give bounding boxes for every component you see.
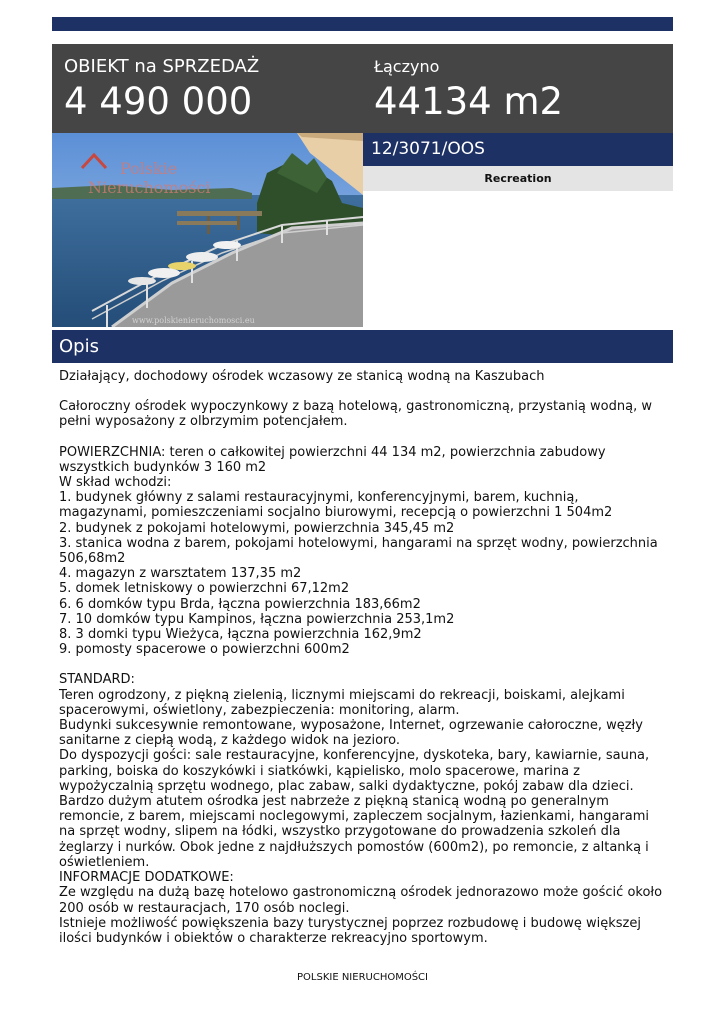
reference-number: 12/3071/OOS <box>363 133 673 166</box>
top-accent-bar <box>52 17 673 31</box>
watermark-line1: Polskie <box>120 159 178 178</box>
watermark-url: www.polskienieruchomosci.eu <box>132 316 255 325</box>
area-block <box>374 56 563 124</box>
area-value: 44134 m2 <box>374 80 564 123</box>
property-type: Recreation <box>363 166 673 191</box>
section-title: Opis <box>52 330 673 363</box>
price-value: 4 490 000 <box>64 80 253 123</box>
watermark-line2: Nieruchomości <box>88 178 211 197</box>
footer-brand: POLSKIE NIERUCHOMOŚCI <box>297 972 428 983</box>
description-paragraph: Całoroczny ośrodek wypoczynkowy z bazą hotelową, gastronomiczną, przystanią wodną, w pełni wyposażony z olbrzymim potencjałem. <box>59 399 652 430</box>
price-block <box>64 56 259 124</box>
description-text <box>59 369 669 946</box>
description-paragraph: STANDARD: Teren ogrodzony, z piękną zielenią, licznymi miejscami do rekreacji, boiskami, alejkami spacerowymi, oświetlony, zabezpieczenia: monitoring, alarm. Budynki sukcesywnie remontowane, wyposażone, Internet, ogrzewanie całoroczne, węzły sanitarne z ciepłą wodą, z każdego widok na jezioro. Do dyspozycji gości: sale restauracyjne, konferencyjne, dyskoteka, bary, kawiarnie, sauna, parking, boiska do koszykówki i siatkówki, kąpielisko, molo spacerowe, marina z wypożyczalnią sprzętu wodnego, plac zabaw, salki dydaktyczne, pokój zabaw dla dzieci. Bardzo dużym atutem ośrodka jest nabrzeże z piękną stanicą wodną po generalnym remoncie, z barem, miejscami noclegowymi, zapleczem socjalnym, łazienkami, hangarami na sprzęt wodny, slipem na łódki, wszystko przygotowane do prowadzenia szkoleń dla żeglarzy i nurków. Obok jedne z najdłuższych pomostów (600m2), po remoncie, z altanką i oświetleniem. INFORMACJE DODATKOWE: Ze względu na dużą bazę hotelowo gastronomiczną ośrodek jednorazowo może gościć około 200 osób w restauracjach, 170 osób noclegi. Istnieje możliwość powiększenia bazy turystycznej poprzez rozbudowę i budowę większej ilości budynków i obiektów o charakterze rekreacyjno sportowym. <box>59 672 663 946</box>
price-header <box>52 44 673 133</box>
property-photo <box>52 133 363 327</box>
description-paragraph: POWIERZCHNIA: teren o całkowitej powierzchni 44 134 m2, powierzchnia zabudowy wszystkich budynków 3 160 m2 W skład wchodzi: 1. budynek główny z salami restauracyjnymi, konferencyjnymi, barem, kuchnią, magazynami, pomieszczeniami socjalno biurowymi, recepcją o powierzchni 1 504m2 2. budynek z pokojami hotelowymi, powierzchnia 345,45 m2 3. stanica wodna z barem, pokojami hotelowymi, hangarami na sprzęt wodny, powierzchnia 506,68m2 4. magazyn z warsztatem 137,35 m2 5. domek letniskowy o powierzchni 67,12m2 6. 6 domków typu Brda, łączna powierzchnia 183,66m2 7. 10 domków typu Kampinos, łączna powierzchnia 253,1m2 8. 3 domki typu Wieżyca, łączna powierzchnia 162,9m2 9. pomosty spacerowe o powierzchni 600m2 <box>59 444 658 658</box>
offer-type-label: OBIEKT na SPRZEDAŻ <box>64 56 260 77</box>
description-paragraph: Działający, dochodowy ośrodek wczasowy ze stanicą wodną na Kaszubach <box>59 369 545 384</box>
location-label: Łączyno <box>374 57 440 76</box>
